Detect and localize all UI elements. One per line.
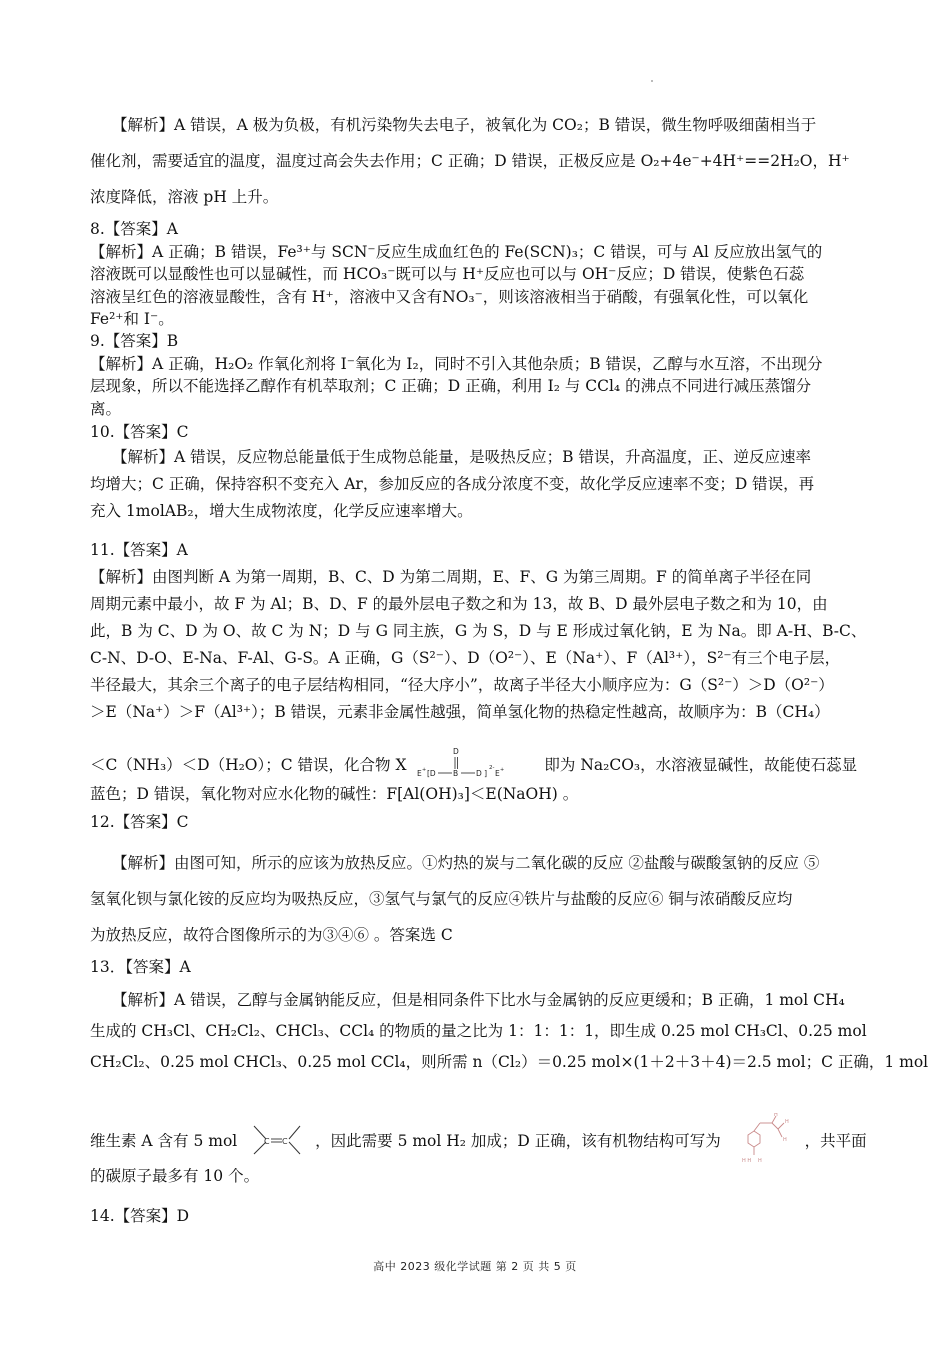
q13-line-4-before: 维生素 A 含有 5 mol <box>90 1132 238 1150</box>
q9-line-3: 离。 <box>90 399 122 418</box>
q9-answer: 9.【答案】B <box>90 332 179 350</box>
svg-text:H: H <box>773 1113 778 1118</box>
svg-text:C: C <box>282 1137 288 1146</box>
q11-line-1: 【解析】由图判断 A 为第一周期，B、C、D 为第二周期，E、F、G 为第三周期。F 的简单离子半径在同 <box>90 568 812 586</box>
svg-text:H: H <box>784 1119 789 1125</box>
double-bond-icon <box>246 1122 306 1162</box>
q7-analysis <box>112 107 887 143</box>
q10-line-3: 充入 1molAB₂，增大生成物浓度，化学反应速率增大。 <box>90 502 473 520</box>
q12-line-2: 氢氧化钡与氯化铵的反应均为吸热反应，③氢气与氯气的反应④铁片与盐酸的反应⑥ 铜与浓硝酸反应均 <box>90 890 793 908</box>
q8-line-2: 溶液既可以显酸性也可以显碱性，而 HCO₃⁻既可以与 H⁺反应也可以与 OH⁻反应；D 错误，使紫色石蕊 <box>90 265 805 283</box>
q11-line-7-after: 即为 Na₂CO₃，水溶液显碱性，故能使石蕊显 <box>544 756 858 774</box>
svg-text:E: E <box>495 769 501 778</box>
q11-answer-wrap <box>90 538 865 562</box>
q13-line-1: 【解析】A 错误，乙醇与金属钠能反应，但是相同条件下比水与金属钠的反应更缓和；B 正确，1 mol CH₄ <box>112 991 845 1009</box>
q13-line-4-after: ，共平面 <box>804 1132 867 1150</box>
q8-answer: 8.【答案】A <box>90 220 178 238</box>
q11-line-5: 半径最大，其余三个离子的电子层结构相同，“径大序小”，故离子半径大小顺序应为：G（S²⁻）＞D（O²⁻） <box>90 676 834 694</box>
svg-text:2-: 2- <box>489 765 495 771</box>
q7-line-3: 浓度降低，溶液 pH 上升。 <box>90 188 279 206</box>
organic-structure-icon <box>730 1113 796 1171</box>
q10-answer: 10.【答案】C <box>90 423 189 441</box>
q8-block <box>90 218 865 331</box>
q8-line-4: Fe²⁺和 I⁻。 <box>90 310 174 328</box>
q7-line-2: 催化剂，需要适宜的温度，温度过高会失去作用；C 正确；D 错误，正极反应是 O₂+4e⁻+4H⁺==2H₂O，H⁺ <box>90 152 850 170</box>
page-footer: 高中 2023 级化学试题 第 2 页 共 5 页 <box>373 1260 577 1273</box>
q8-line-3: 溶液呈红色的溶液显酸性，含有 H⁺，溶液中又含有NO₃⁻，则该溶液相当于硝酸，有强氧化性，可以氧化 <box>90 287 809 306</box>
svg-text:D ]: D ] <box>476 769 488 778</box>
svg-text:D: D <box>453 747 460 756</box>
q9-block <box>90 330 865 420</box>
q10-answer-wrap <box>90 421 865 444</box>
q11-line-8: 蓝色；D 错误，氧化物对应水化物的碱性：F[Al(OH)₃]＜E(NaOH) 。 <box>90 785 579 803</box>
q9-line-2: 层现象，所以不能选择乙醇作有机萃取剂；C 正确；D 正确，利用 I₂ 与 CCl₄ 的沸点不同进行减压蒸馏分 <box>90 377 812 395</box>
q11-line-7-before: ＜C（NH₃）＜D（H₂O）；C 错误，化合物 X <box>90 756 407 774</box>
svg-text:C: C <box>264 1137 270 1146</box>
q13-line-2: 生成的 CH₃Cl、CH₂Cl₂、CHCl₃、CCl₄ 的物质的量之比为 1：1：1：1，即生成 0.25 mol CH₃Cl、0.25 mol <box>90 1022 867 1040</box>
q7-line-1: 【解析】A 错误，A 极为负极，有机污染物失去电子，被氧化为 CO₂；B 错误，微生物呼吸细菌相当于 <box>112 116 817 134</box>
q11-answer: 11.【答案】A <box>90 541 188 559</box>
svg-text:H: H <box>757 1158 762 1164</box>
scan-speck <box>651 80 653 82</box>
q11-line-2: 周期元素中最小，故 F 为 Al；B、D、F 的最外层电子数之和为 13，故 B、D 最外层电子数之和为 10，由 <box>90 595 828 613</box>
q13-answer-wrap <box>90 955 865 979</box>
q10-analysis <box>112 444 887 471</box>
q11-analysis <box>90 564 865 726</box>
q14-answer: 14.【答案】D <box>90 1207 190 1225</box>
svg-text:E: E <box>417 769 423 778</box>
svg-text:+: + <box>500 767 505 773</box>
svg-text:B: B <box>453 769 459 778</box>
q12-answer-wrap <box>90 810 865 834</box>
q12-answer: 12.【答案】C <box>90 813 189 831</box>
q13-analysis-cont <box>90 1016 929 1078</box>
q8-line-1: 【解析】A 正确；B 错误，Fe³⁺与 SCN⁻反应生成血红色的 Fe(SCN)₃；C 错误，可与 Al 反应放出氢气的 <box>90 242 823 261</box>
q13-answer: 13．【答案】A <box>90 958 191 976</box>
svg-text:+: + <box>422 767 427 773</box>
q13-last-line <box>90 1164 865 1188</box>
q13-analysis <box>112 985 887 1016</box>
q12-analysis-cont <box>90 881 865 953</box>
q13-line-4-mid: ，因此需要 5 mol H₂ 加成；D 正确，该有机物结构可写为 <box>315 1132 721 1150</box>
q10-line-2: 均增大；C 正确，保持容积不变充入 Ar，参加反应的各成分浓度不变，故化学反应速率不变；D 错误，再 <box>90 475 815 493</box>
q12-analysis <box>112 845 887 881</box>
q9-line-1: 【解析】A 正确，H₂O₂ 作氧化剂将 I⁻氧化为 I₂，同时不引入其他杂质；B 错误，乙醇与水互溶，不出现分 <box>90 354 823 373</box>
q13-line-5: 的碳原子最多有 10 个。 <box>90 1167 260 1185</box>
svg-text:H: H <box>782 1137 787 1143</box>
q11-line-3: 此，B 为 C、D 为 O、故 C 为 N；D 与 G 同主族，G 为 S，D 与 E 形成过氧化钠，E 为 Na。即 A-H、B-C、 <box>90 622 867 640</box>
q14-answer-wrap <box>90 1204 865 1228</box>
q12-line-1: 【解析】由图可知，所示的应该为放热反应。①灼热的炭与二氧化碳的反应 ②盐酸与碳酸氢钠的反应 ⑤ <box>112 854 820 872</box>
svg-text:H H: H H <box>741 1158 751 1164</box>
q10-line-1: 【解析】A 错误，反应物总能量低于生成物总能量，是吸热反应；B 错误，升高温度，正、逆反应速率 <box>112 448 811 466</box>
q10-analysis-cont <box>90 471 865 525</box>
q12-line-3: 为放热反应，故符合图像所示的为③④⑥ 。答案选 C <box>90 926 453 944</box>
q11-last-line <box>90 782 865 806</box>
svg-text:[D: [D <box>427 769 437 778</box>
q11-line-6: ＞E（Na⁺）＞F（Al³⁺）；B 错误，元素非金属性越强，简单氢化物的热稳定性越高，故顺序为：B（CH₄） <box>90 703 830 721</box>
q7-analysis-cont <box>90 143 865 215</box>
q11-line-4: C-N、D-O、E-Na、F-Al、G-S。A 正确，G（S²⁻）、D（O²⁻）、E（Na⁺）、F（Al³⁺），S²⁻有三个电子层， <box>90 649 841 667</box>
q13-structure-line <box>90 1112 865 1171</box>
q13-line-3: CH₂Cl₂、0.25 mol CHCl₃、0.25 mol CCl₄，则所需 n（Cl₂）＝0.25 mol×(1＋2＋3＋4)＝2.5 mol；C 正确，1 mol <box>90 1053 929 1071</box>
